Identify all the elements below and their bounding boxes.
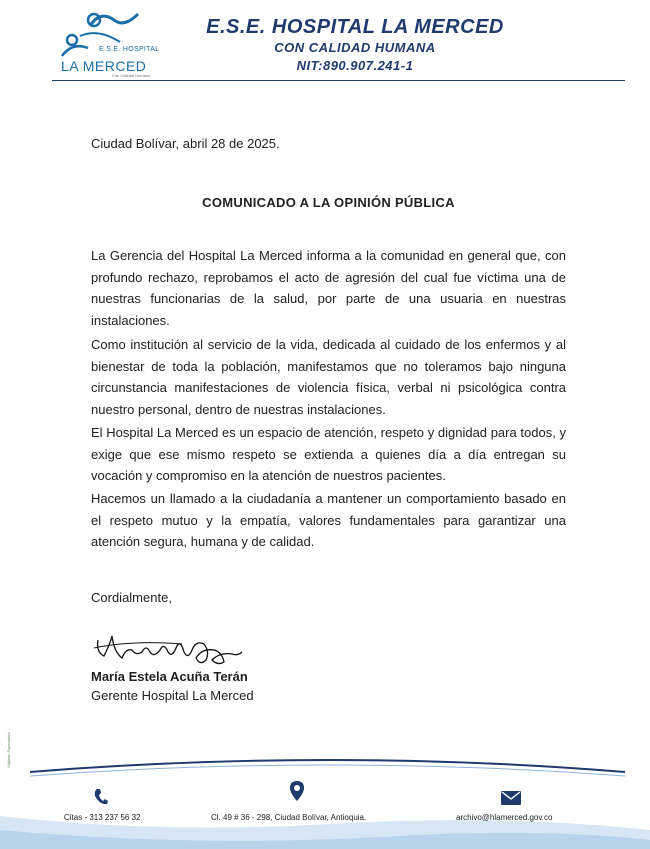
header-divider: [52, 80, 625, 81]
paragraph-3: El Hospital La Merced es un espacio de atención, respeto y dignidad para todos, y exige que ese mismo respeto se extienda a quienes día a día entregan su vocación y compromiso en la atención de nuestros pacientes.: [91, 425, 566, 484]
logo-tagline: Con Calidad Humana: [112, 73, 151, 78]
letter-title: COMUNICADO A LA OPINIÓN PÚBLICA: [202, 195, 455, 210]
footer-address: Cl. 49 # 36 - 298, Ciudad Bolívar, Antioquia.: [211, 813, 367, 822]
supersalud-mark: [6, 732, 36, 804]
footer-email: archivo@hlamerced.gov.co: [456, 813, 553, 822]
signer-name: María Estela Acuña Terán: [91, 669, 248, 684]
hospital-title: E.S.E. HOSPITAL LA MERCED: [206, 16, 504, 38]
paragraph-4: Hacemos un llamado a la ciudadanía a mantener un comportamiento basado en el respeto mutuo y la empatía, valores fundamentales para garantizar una atención segura, humana y de calidad.: [91, 491, 566, 550]
hospital-subtitle: CON CALIDAD HUMANA: [274, 40, 436, 55]
handwritten-signature: [92, 622, 252, 672]
mail-icon: [501, 791, 521, 805]
supersalud-text: Vigilado Supersalud: [6, 732, 11, 768]
paragraph-1: La Gerencia del Hospital La Merced informa a la comunidad en general que, con profundo rechazo, reprobamos el acto de agresión del cual fue víctima una de nuestras funcionarias de la salud, por parte de una usuaria en nuestras instalaciones.: [91, 248, 566, 329]
signer-role: Gerente Hospital La Merced: [91, 688, 254, 703]
letter-closing: Cordialmente,: [91, 590, 172, 605]
paragraph-2: Como institución al servicio de la vida, dedicada al cuidado de los enfermos y al bienestar de toda la población, manifestamos que no toleramos bajo ninguna circunstancia manifestaciones de violencia física, verbal ni psicológica contra nuestro personal, dentro de nuestras instalaciones.: [91, 337, 566, 418]
phone-icon: [94, 788, 108, 806]
location-pin-icon: [290, 781, 304, 801]
logo-small-text: E.S.E. HOSPITAL: [99, 46, 160, 53]
logo-name: LA MERCED: [61, 58, 147, 74]
footer-phone: Citas - 313 237 56 32: [64, 813, 141, 822]
hospital-nit: NIT:890.907.241-1: [296, 58, 414, 73]
letter-date: Ciudad Bolívar, abril 28 de 2025.: [91, 136, 280, 151]
hospital-logo: [52, 6, 162, 76]
